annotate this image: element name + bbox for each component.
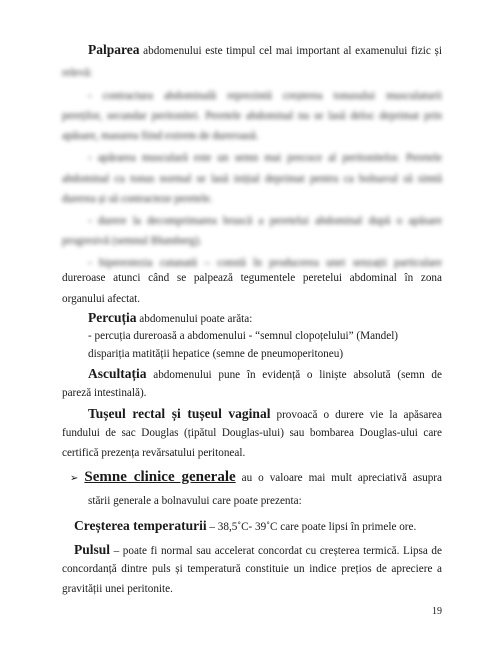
percutia-line xyxy=(88,310,442,327)
tuseul-connector: și xyxy=(165,406,188,421)
pulsul-line xyxy=(74,542,442,559)
blurred-line: - durere la decomprimarea bruscă a peretelui abdominal după o apăsare xyxy=(88,215,442,227)
blurred-line: abdominal cu tonus normal se lasă inițial deprimat pentru ca bolnavul să simtă xyxy=(62,173,442,185)
blurred-line: relevă: xyxy=(62,67,93,79)
body-line: pareză intestinală). xyxy=(62,387,147,399)
palparea-heading: Palparea xyxy=(88,42,140,57)
percutia-heading: Percuția xyxy=(88,310,137,325)
arrow-bullet-icon: ➢ xyxy=(70,473,79,484)
semne-line xyxy=(70,470,442,486)
temperatura-line xyxy=(74,518,442,535)
blurred-line: durerea și să contracteze peretele. xyxy=(62,193,213,205)
blurred-line: - hiperestezia cutanată – constă în producerea unei senzații particulare xyxy=(88,257,442,269)
semne-heading: Semne clinice generale xyxy=(84,469,236,485)
temperatura-text: – 38,5˚C- 39˚C care poate lipsi în primele ore. xyxy=(206,521,417,533)
palparea-text: abdomenului este timpul cel mai important al examenului fizic și xyxy=(139,45,442,57)
body-line: - percuția dureroasă a abdomenului - “semnul clopoțelului” (Mandel) xyxy=(88,330,399,342)
tuseul-vaginal-heading: tușeul vaginal xyxy=(187,406,271,421)
body-line: concordanță dintre puls și temperatură constituie un indice prețios de apreciere a xyxy=(62,563,442,575)
page-number: 19 xyxy=(432,606,442,617)
blurred-line: - contractura abdominală reprezintă creșterea tonusului musculaturii xyxy=(88,90,442,102)
body-line: stării generale a bolnavului care poate prezenta: xyxy=(88,495,302,507)
blurred-line: pereților, secundar peritonitei. Peretele abdominal nu se lasă deloc deprimat prin xyxy=(62,110,442,122)
body-line: dispariția matității hepatice (semne de pneumoperitoneu) xyxy=(88,348,344,360)
body-line: dureroase atunci când se palpează tegumentele peretelui abdominal în zona xyxy=(62,272,442,284)
blurred-line: apăsare, masurea fiind extrem de dureroasă. xyxy=(62,130,259,142)
tuseul-text: provoacă o durere vie la apăsarea xyxy=(270,409,442,421)
blurred-line: - apărarea musculară este un semn mai precoce al peritonitelor. Peretele xyxy=(88,152,442,164)
pulsul-text: – poate fi normal sau accelerat concordat cu creșterea termică. Lipsa de xyxy=(110,545,442,557)
body-line: fundului de sac Douglas (țipătul Douglas-ului) sau bombarea Douglas-ului care xyxy=(62,427,442,439)
palparea-line xyxy=(88,42,442,59)
semne-text: au o valoare mai mult apreciativă asupra xyxy=(235,472,442,484)
pulsul-heading: Pulsul xyxy=(74,542,111,557)
temperatura-heading: Creșterea temperaturii xyxy=(74,518,207,533)
body-line: organului afectat. xyxy=(62,293,141,305)
ascultatia-heading: Ascultația xyxy=(88,366,147,381)
blurred-line: progresivă (semnul Blumberg). xyxy=(62,235,202,247)
tuseul-line xyxy=(88,406,442,423)
body-line: gravității unei peritonite. xyxy=(62,583,173,595)
percutia-text: abdomenului poate arăta: xyxy=(136,313,253,325)
tuseul-rectal-heading: Tușeul rectal xyxy=(88,406,166,421)
ascultatia-text: abdomenului pune în evidență o liniște absolută (semn de xyxy=(146,369,442,381)
ascultatia-line xyxy=(88,366,442,383)
body-line: certifică prezența revărsatului peritoneal. xyxy=(62,447,246,459)
